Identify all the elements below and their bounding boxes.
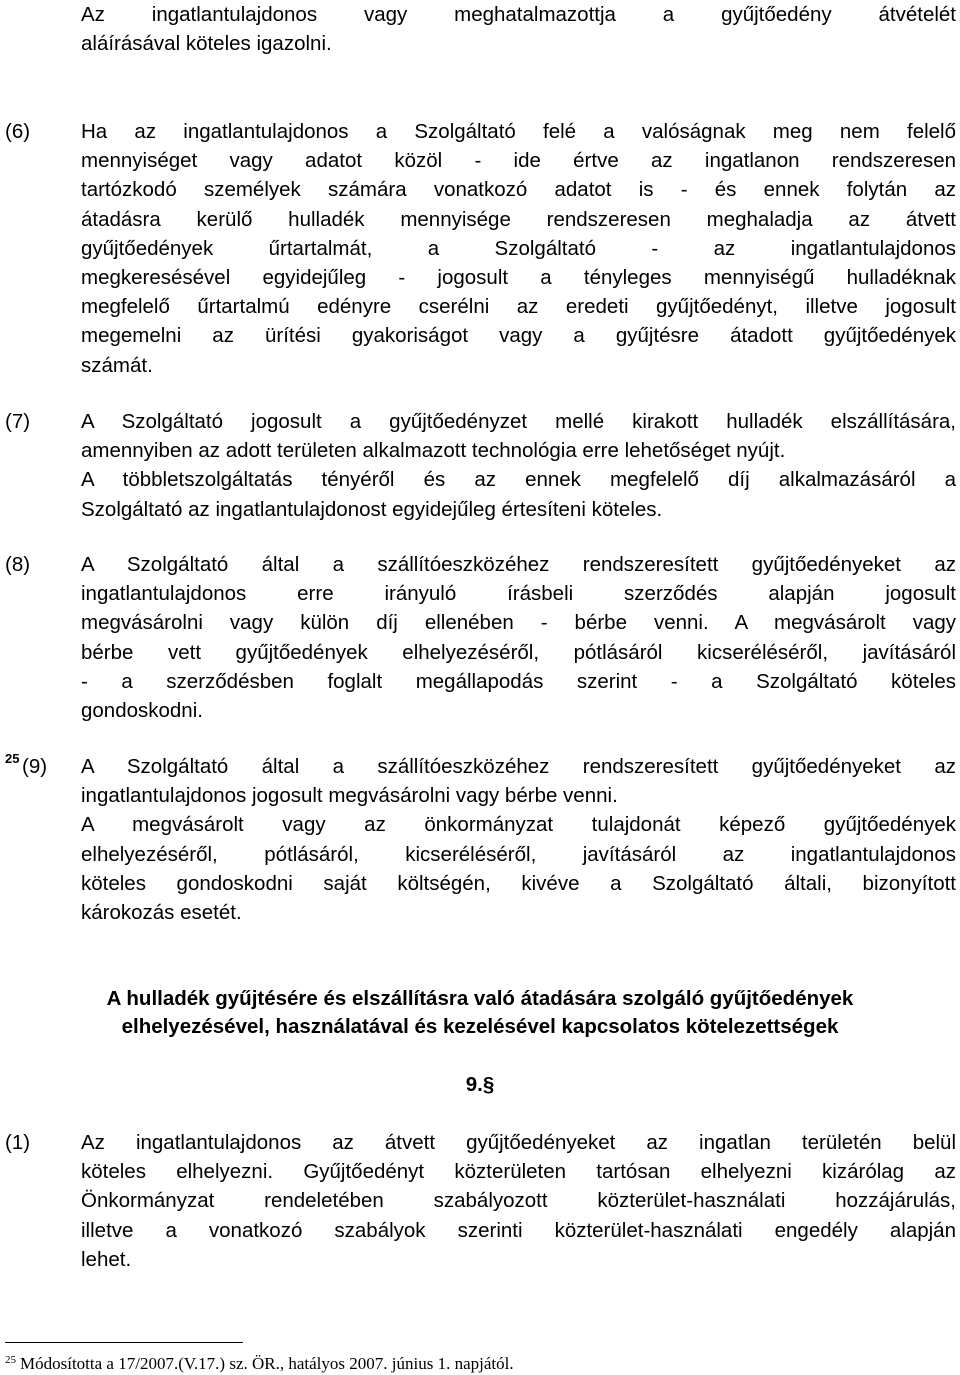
footnote bbox=[5, 1350, 514, 1374]
footnote-separator bbox=[5, 1342, 243, 1343]
section-heading-line: A hulladék gyűjtésére és elszállításra való átadására szolgáló gyűjtőedények bbox=[106, 987, 854, 1010]
text-line: megemelni az ürítési gyakoriságot vagy a gyűjtésre átadott gyűjtőedények bbox=[81, 324, 956, 348]
text-line: lehet. bbox=[81, 1247, 132, 1271]
text-line: Ha az ingatlantulajdonos a Szolgáltató felé a valóságnak meg nem felelő bbox=[81, 120, 956, 143]
paragraph-number: (9) bbox=[22, 755, 48, 778]
text-line: A többletszolgáltatás tényéről és az ennek megfelelő díj alkalmazásáról a bbox=[81, 468, 956, 492]
section-heading bbox=[0, 985, 960, 1041]
text-line: köteles elhelyezni. Gyűjtőedényt közterületen tartósan elhelyezni kizárólag az bbox=[81, 1160, 956, 1184]
text-line: elhelyezéséről, pótlásáról, kicseréléséről, javításáról az ingatlantulajdonos bbox=[81, 842, 956, 866]
text-line: károkozás esetét. bbox=[81, 901, 242, 925]
text-line: mennyiséget vagy adatot közöl - ide értve az ingatlanon rendszeresen bbox=[81, 149, 956, 173]
text-line: A Szolgáltató jogosult a gyűjtőedényzet mellé kirakott hulladék elszállítására, bbox=[81, 410, 956, 433]
text-line: tartózkodó személyek számára vonatkozó adatot is - és ennek folytán az bbox=[81, 178, 956, 202]
footnote-text: Módosította a 17/2007.(V.17.) sz. ÖR., hatályos 2007. június 1. napjától. bbox=[20, 1354, 514, 1373]
text-line: Az ingatlantulajdonos az átvett gyűjtőedényeket az ingatlan területén belül bbox=[81, 1131, 956, 1154]
paragraph-number: (8) bbox=[5, 553, 31, 576]
section-paragraph-1 bbox=[81, 1128, 956, 1274]
text-line: illetve a vonatkozó szabályok szerinti közterület-használati engedély alapján bbox=[81, 1218, 956, 1242]
paragraph-number: (7) bbox=[5, 410, 31, 433]
text-line: ingatlantulajdonos jogosult megvásárolni vagy bérbe venni. bbox=[81, 784, 618, 808]
paragraph-8 bbox=[81, 550, 956, 725]
text-line: A Szolgáltató által a szállítóeszközéhez rendszeresített gyűjtőedényeket az bbox=[81, 755, 956, 778]
text-line: Önkormányzat rendeletében szabályozott közterület-használati hozzájárulás, bbox=[81, 1189, 956, 1213]
text-line: amennyiben az adott területen alkalmazott technológia erre lehetőséget nyújt. bbox=[81, 439, 786, 463]
text-line: - a szerződésben foglalt megállapodás szerint - a Szolgáltató köteles bbox=[81, 669, 956, 693]
text-line: aláírásával köteles igazolni. bbox=[81, 32, 332, 56]
section-heading-line: elhelyezésével, használatával és kezelésével kapcsolatos kötelezettségek bbox=[121, 1015, 839, 1038]
paragraph-number: (1) bbox=[5, 1131, 31, 1154]
continuation-paragraph bbox=[81, 0, 956, 58]
text-line: A Szolgáltató által a szállítóeszközéhez rendszeresített gyűjtőedényeket az bbox=[81, 553, 956, 576]
paragraph-7 bbox=[81, 407, 956, 524]
text-line: megvásárolni vagy külön díj ellenében - bérbe venni. A megvásárolt vagy bbox=[81, 611, 956, 635]
paragraph-6 bbox=[81, 117, 956, 380]
paragraph-number: (6) bbox=[5, 120, 31, 143]
text-line: gondoskodni. bbox=[81, 699, 203, 723]
section-number: 9.§ bbox=[465, 1073, 495, 1096]
text-line: megkeresésével egyidejűleg - jogosult a tényleges mennyiségű hulladéknak bbox=[81, 266, 956, 290]
footnote-reference-marker[interactable]: 25 bbox=[5, 751, 20, 766]
text-line: gyűjtőedények űrtartalmát, a Szolgáltató - az ingatlantulajdonos bbox=[81, 236, 956, 260]
footnote-number: 25 bbox=[5, 1354, 16, 1366]
text-line: bérbe vett gyűjtőedények elhelyezéséről, pótlásáról kicseréléséről, javításáról bbox=[81, 640, 956, 664]
text-line: számát. bbox=[81, 353, 153, 377]
text-line: ingatlantulajdonos erre irányuló írásbeli szerződés alapján jogosult bbox=[81, 582, 956, 606]
text-line: A megvásárolt vagy az önkormányzat tulajdonát képező gyűjtőedények bbox=[81, 813, 956, 837]
text-line: megfelelő űrtartalmú edényre cserélni az eredeti gyűjtőedényt, illetve jogosult bbox=[81, 295, 956, 319]
text-line: Az ingatlantulajdonos vagy meghatalmazottja a gyűjtőedény átvételét bbox=[81, 3, 956, 26]
text-line: átadásra kerülő hulladék mennyisége rendszeresen meghaladja az átvett bbox=[81, 207, 956, 231]
text-line: Szolgáltató az ingatlantulajdonost egyidejűleg értesíteni köteles. bbox=[81, 497, 663, 521]
text-line: köteles gondoskodni saját költségén, kivéve a Szolgáltató általi, bizonyított bbox=[81, 871, 956, 895]
paragraph-9 bbox=[81, 752, 956, 927]
